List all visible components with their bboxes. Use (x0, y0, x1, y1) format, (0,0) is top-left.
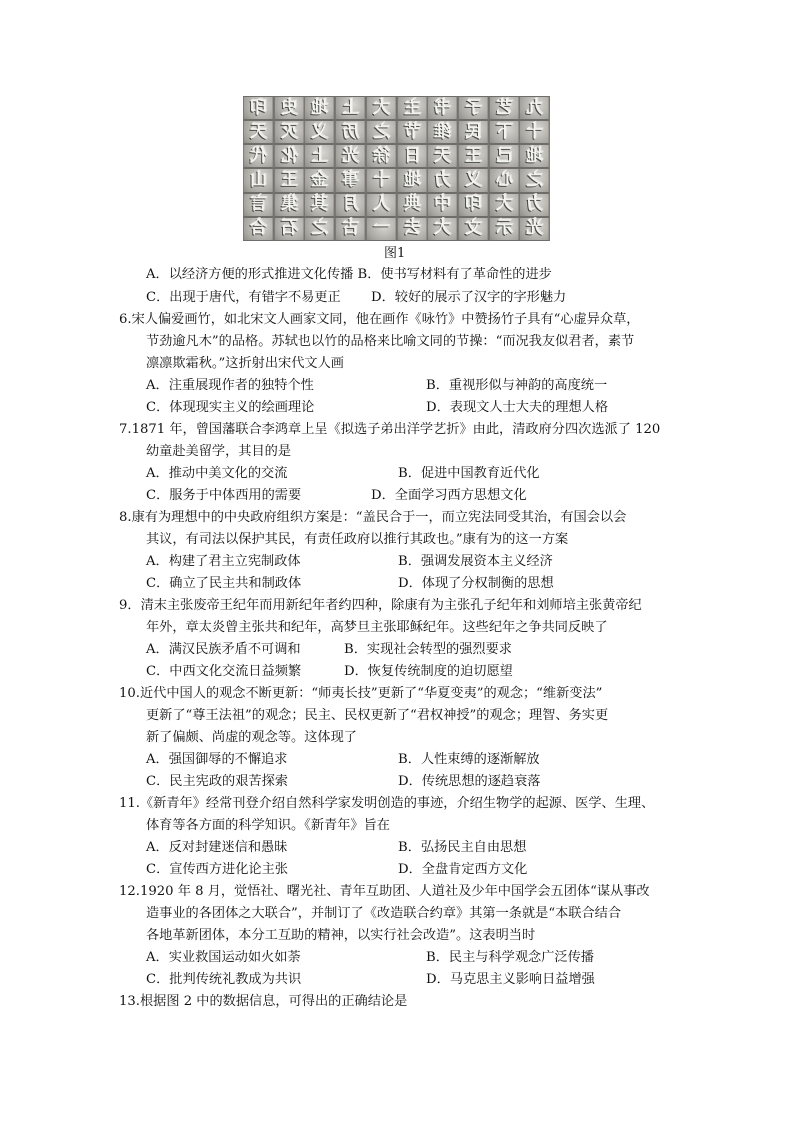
type-block: 事 (335, 168, 366, 192)
q6-stem-line2: 节劲逾凡木”的品格。苏轼也以竹的品格来比喻文同的节操：“而况我友似君者，素节 (146, 334, 635, 349)
type-block: 子 (458, 96, 489, 120)
q8-option-a: A．构建了君主立宪制政体 (146, 554, 301, 569)
type-block: 义 (304, 120, 335, 144)
type-block: 九 (519, 96, 550, 120)
q7-option-c: C．服务于中体西用的需要 (146, 488, 302, 503)
type-block: 力 (427, 168, 458, 192)
q9-stem-line1: 9．清末主张废帝王纪年而用新纪年者约四种，除康有为主张孔子纪年和刘师培主张黄帝纪 (119, 598, 642, 613)
q10-option-c: C．民主宪政的艰苦探索 (146, 774, 288, 789)
q9-option-d: D．恢复传统制度的迫切愿望 (344, 664, 513, 679)
type-block: 日 (397, 144, 428, 168)
q12-option-a: A．实业救国运动如火如荼 (146, 950, 301, 965)
type-block: 之 (366, 120, 397, 144)
type-block: 己 (489, 144, 520, 168)
type-block: 节 (397, 120, 428, 144)
type-block: 示 (489, 217, 520, 241)
type-block: 力 (519, 193, 550, 217)
type-block: 中 (427, 193, 458, 217)
type-block: 合 (243, 217, 274, 241)
q11-option-c: C．宣传西方进化论主张 (146, 862, 288, 877)
type-block: 维 (427, 120, 458, 144)
q5-option-ab: A．以经济方便的形式推进文化传播 B．使书写材料有了革命性的进步 (146, 267, 552, 282)
type-block: 王 (274, 168, 305, 192)
q6-stem-line3: 凛凛欺霜秋。”这折射出宋代文人画 (146, 356, 344, 371)
q12-stem-line2: 造事业的各团体之大联合”，并制订了《改造联合约章》其第一条就是“本联合结合 (146, 906, 622, 921)
type-block: 义 (458, 168, 489, 192)
q7-option-d: D．全面学习西方思想文化 (371, 488, 527, 503)
type-block: 化 (274, 144, 305, 168)
type-block: 上 (335, 96, 366, 120)
type-block: 月 (335, 193, 366, 217)
type-block: 言 (243, 193, 274, 217)
q5-option-d: D．较好的展示了汉字的字形魅力 (371, 290, 567, 305)
type-block: 艺 (489, 96, 520, 120)
type-block: 人 (366, 193, 397, 217)
q11-stem-line2: 体育等各方面的科学知识。《新青年》旨在 (146, 818, 390, 833)
q12-option-b: B．民主与科学观念广泛传播 (426, 950, 594, 965)
q12-stem-line3: 各地革新团体，本分工互助的精神，以实行社会改造”。这表明当时 (146, 928, 536, 943)
figure1-caption: 图1 (384, 246, 406, 261)
type-block: 光 (335, 144, 366, 168)
q9-option-a: A．满汉民族矛盾不可调和 (146, 642, 301, 657)
type-block: 金 (304, 168, 335, 192)
type-block: 印 (243, 96, 274, 120)
movable-type-grid (243, 96, 550, 241)
q8-option-d: D．体现了分权制衡的思想 (398, 576, 554, 591)
type-block: 地 (397, 168, 428, 192)
q6-option-b: B．重视形似与神韵的高度统一 (426, 378, 608, 393)
type-block: 大 (427, 217, 458, 241)
type-block: 民 (458, 120, 489, 144)
q10-stem-line2: 更新了“尊王法祖”的观念；民主、民权更新了“君权神授”的观念；理智、务实更 (146, 708, 609, 723)
type-block: 一 (366, 217, 397, 241)
q8-stem-line2: 其议，有司法以保护其民，有责任政府以推行其政也。”康有为的这一方案 (146, 532, 569, 547)
type-block: 古 (335, 217, 366, 241)
type-block: 史 (274, 96, 305, 120)
q10-stem-line1: 10.近代中国人的观念不断更新：“师夷长技”更新了“华夏变夷”的观念；“维新变法” (119, 686, 603, 701)
type-block: 十 (519, 120, 550, 144)
q7-option-a: A．推动中美文化的交流 (146, 466, 288, 481)
q12-option-c: C．批判传统礼教成为共识 (146, 972, 302, 987)
type-block: 灭 (274, 120, 305, 144)
type-block: 集 (274, 193, 305, 217)
type-block: 下 (489, 120, 520, 144)
type-block: 书 (427, 96, 458, 120)
type-block: 王 (458, 144, 489, 168)
q5-option-c: C．出现于唐代，有错字不易更正 (146, 290, 341, 305)
type-block: 天 (427, 144, 458, 168)
q8-option-b: B．强调发展资本主义经济 (398, 554, 553, 569)
type-block: 光 (519, 217, 550, 241)
type-block: 徐 (366, 144, 397, 168)
q11-option-b: B．弘扬民主自由思想 (398, 840, 527, 855)
type-block: 山 (243, 168, 274, 192)
type-block: 去 (397, 217, 428, 241)
q6-option-d: D．表现文人士大夫的理想人格 (426, 400, 609, 415)
q7-option-b: B．促进中国教育近代化 (398, 466, 540, 481)
q10-stem-line3: 新了偏颇、尚虚的观念等。这体现了 (146, 730, 357, 745)
type-block: 代 (243, 144, 274, 168)
type-block: 典 (397, 193, 428, 217)
type-block: 地 (304, 96, 335, 120)
q12-option-d: D．马克思主义影响日益增强 (426, 972, 595, 987)
type-block: 十 (366, 168, 397, 192)
type-block: 心 (489, 168, 520, 192)
type-block: 印 (458, 193, 489, 217)
q8-stem-line1: 8.康有为理想中的中央政府组织方案是：“盖民合于一，而立宪法同受其治，有国会以会 (119, 510, 627, 525)
type-block: 文 (458, 217, 489, 241)
q12-stem-line1: 12.1920 年 8 月，觉悟社、曙光社、青年互助团、人道社及少年中国学会五团体“谋从事改 (119, 884, 650, 899)
q10-option-d: D．传统思想的逐趋衰落 (398, 774, 541, 789)
q9-option-c: C．中西文化交流日益频繁 (146, 664, 302, 679)
type-block: 大 (489, 193, 520, 217)
q10-option-a: A．强国御辱的不懈追求 (146, 752, 288, 767)
q10-option-b: B．人性束缚的逐渐解放 (398, 752, 540, 767)
q9-option-b: B．实现社会转型的强烈要求 (344, 642, 512, 657)
q8-option-c: C．确立了民主共和制政体 (146, 576, 302, 591)
movable-type-photo (243, 96, 550, 241)
q11-option-a: A．反对封建迷信和愚昧 (146, 840, 288, 855)
q6-stem-line1: 6.宋人偏爱画竹，如北宋文人画家文同，他在画作《咏竹》中赞扬竹子具有“心虚异众草， (119, 312, 640, 327)
q7-stem-line1: 7.1871 年，曾国藩联合李鸿章上呈《拟选子弟出洋学艺折》由此，清政府分四次选派了 120 (119, 422, 661, 437)
q6-option-a: A．注重展现作者的独特个性 (146, 378, 314, 393)
type-block: 之 (304, 217, 335, 241)
type-block: 其 (304, 193, 335, 217)
q7-stem-line2: 幼童赴美留学，其目的是 (146, 444, 292, 459)
q11-stem-line1: 11.《新青年》经常刊登介绍自然科学家发明创造的事迹，介绍生物学的起源、医学、生理、 (119, 796, 655, 811)
type-block: 历 (335, 120, 366, 144)
type-block: 主 (397, 96, 428, 120)
type-block: 上 (304, 144, 335, 168)
q11-option-d: D．全盘肯定西方文化 (398, 862, 528, 877)
q6-option-c: C．体现现实主义的绘画理论 (146, 400, 315, 415)
type-block: 大 (366, 96, 397, 120)
q13-stem-line1: 13.根据图 2 中的数据信息，可得出的正确结论是 (119, 994, 408, 1009)
type-block: 之 (519, 168, 550, 192)
type-block: 地 (519, 144, 550, 168)
type-block: 天 (243, 120, 274, 144)
q9-stem-line2: 年外，章太炎曾主张共和纪年，高梦旦主张耶稣纪年。这些纪年之争共同反映了 (146, 620, 608, 635)
type-block: 石 (274, 217, 305, 241)
